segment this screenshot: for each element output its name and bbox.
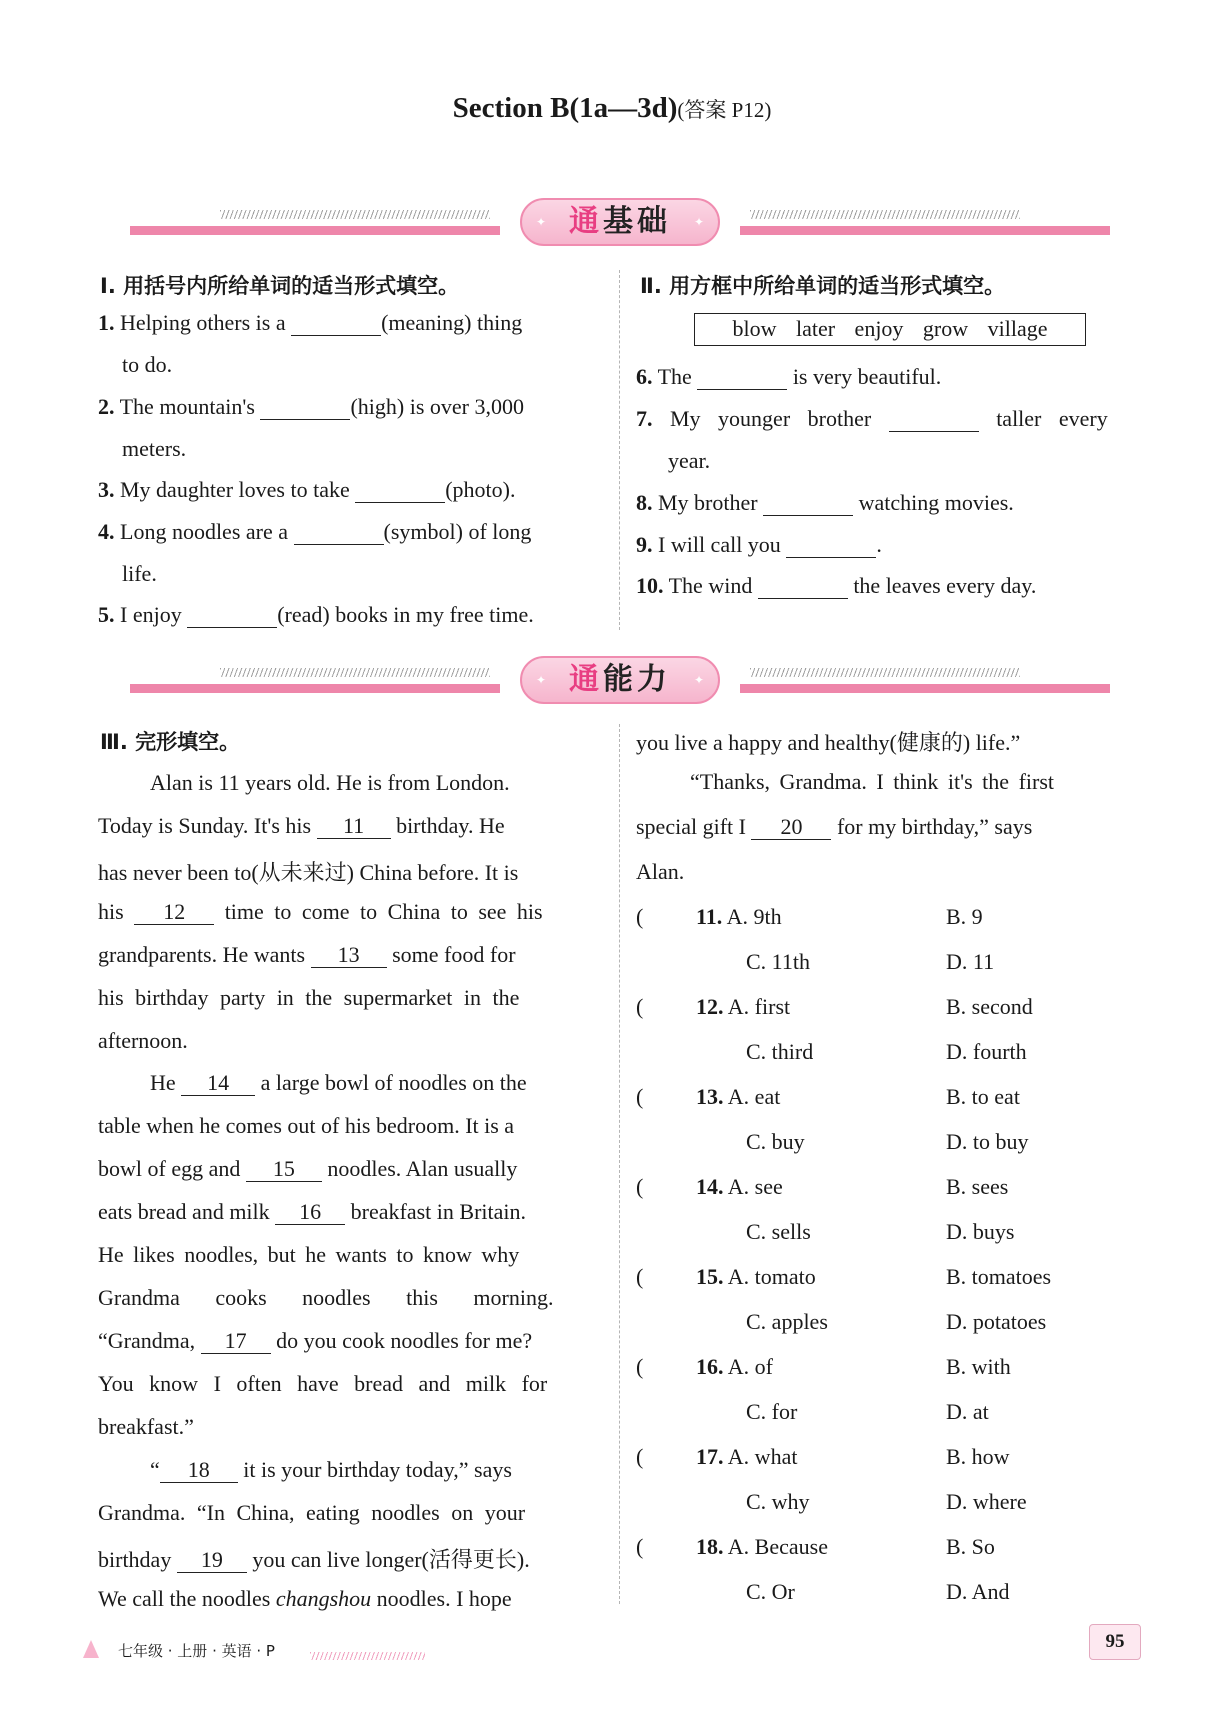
section-title: Section B(1a—3d) [452, 92, 678, 124]
answer-blank-5[interactable] [187, 603, 277, 628]
cloze-blank-18[interactable]: 18 [160, 1458, 238, 1483]
cloze-blank-15[interactable]: 15 [246, 1157, 322, 1182]
column-divider-bottom [619, 724, 620, 1604]
banner-basic-label: ✦ 通基础 ✦ [520, 198, 720, 246]
question-3: 3. My daughter loves to take (photo). [98, 477, 516, 502]
question-9: 9. I will call you . [636, 532, 882, 557]
answer-blank-7[interactable] [889, 407, 979, 432]
answer-blank-4[interactable] [294, 520, 384, 545]
answer-paren-17[interactable]: ( [636, 1444, 644, 1469]
question-6: 6. The is very beautiful. [636, 364, 942, 389]
footer-triangle-icon [83, 1640, 99, 1658]
answer-paren-14[interactable]: ( [636, 1174, 644, 1199]
answer-blank-3[interactable] [355, 478, 445, 503]
answer-paren-13[interactable]: ( [636, 1084, 644, 1109]
cloze-blank-19[interactable]: 19 [177, 1548, 247, 1573]
answer-blank-1[interactable] [291, 311, 381, 336]
page-title [0, 92, 1224, 125]
cloze-blank-20[interactable]: 20 [751, 815, 831, 840]
page-number: 95 [1089, 1624, 1141, 1660]
cloze-blank-17[interactable]: 17 [201, 1329, 271, 1354]
question-10: 10. The wind the leaves every day. [636, 573, 1037, 598]
cloze-blank-13[interactable]: 13 [311, 943, 387, 968]
part1-heading: Ⅰ. 用括号内所给单词的适当形式填空。 [100, 274, 460, 298]
cloze-blank-14[interactable]: 14 [181, 1071, 255, 1096]
banner-basic [130, 196, 1110, 252]
banner-ability-label: ✦ 通能力 ✦ [520, 656, 720, 704]
part2-heading: Ⅱ. 用方框中所给单词的适当形式填空。 [640, 274, 1006, 298]
answer-paren-18[interactable]: ( [636, 1534, 644, 1559]
footer-book-label: 七年级 · 上册 · 英语 · P [118, 1642, 275, 1660]
part3-heading: Ⅲ. 完形填空。 [100, 730, 241, 754]
question-8: 8. My brother watching movies. [636, 490, 1014, 515]
answer-paren-12[interactable]: ( [636, 994, 644, 1019]
cloze-blank-11[interactable]: 11 [317, 814, 391, 839]
answer-paren-15[interactable]: ( [636, 1264, 644, 1289]
question-2: 2. The mountain's (high) is over 3,000 [98, 394, 524, 419]
footer-decoration [310, 1652, 425, 1660]
cloze-blank-16[interactable]: 16 [275, 1200, 345, 1225]
question-7: 7. My younger brother taller every [636, 406, 1108, 431]
answer-paren-11[interactable]: ( [636, 904, 644, 929]
answer-blank-10[interactable] [758, 574, 848, 599]
column-divider-top [619, 270, 620, 630]
answer-blank-2[interactable] [260, 395, 350, 420]
answer-blank-8[interactable] [763, 491, 853, 516]
cloze-blank-12[interactable]: 12 [134, 900, 214, 925]
question-4: 4. Long noodles are a (symbol) of long [98, 519, 532, 544]
question-5: 5. I enjoy (read) books in my free time. [98, 602, 534, 627]
answer-blank-6[interactable] [697, 365, 787, 390]
answer-paren-16[interactable]: ( [636, 1354, 644, 1379]
question-1: 1. Helping others is a (meaning) thing [98, 310, 523, 335]
banner-ability [130, 654, 1110, 710]
answer-reference: (答案 P12) [677, 98, 772, 122]
answer-blank-9[interactable] [786, 533, 876, 558]
word-box: blow later enjoy grow village [694, 313, 1086, 346]
